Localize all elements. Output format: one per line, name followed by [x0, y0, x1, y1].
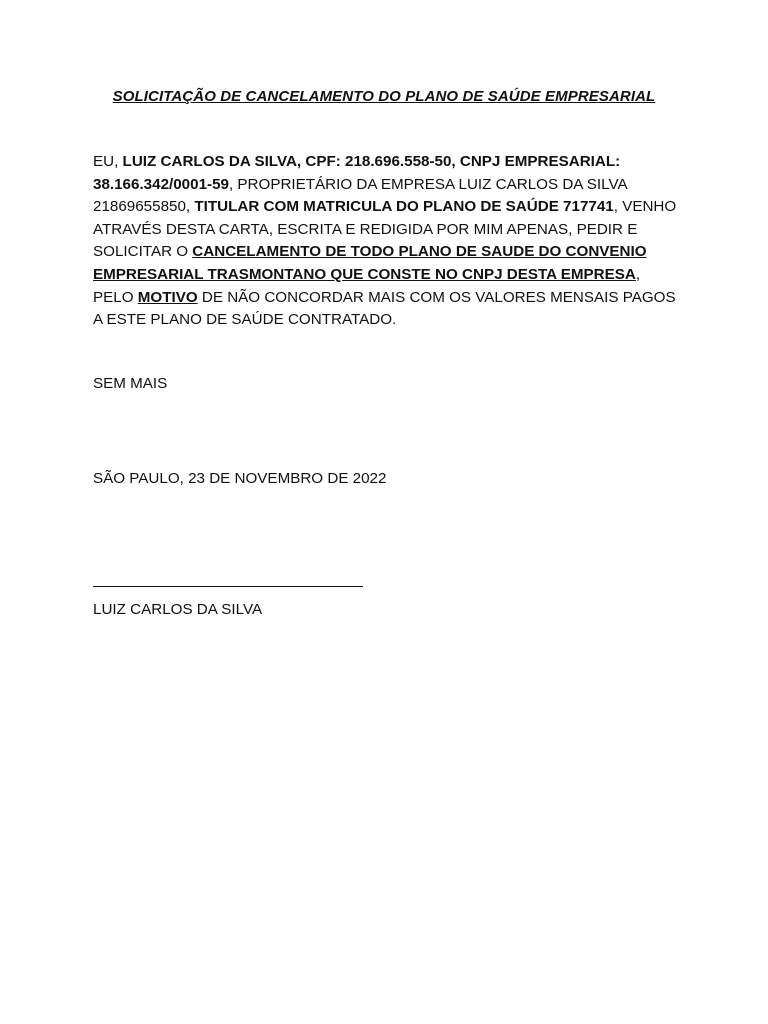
signature-line: [93, 586, 363, 587]
signer-name: LUIZ CARLOS DA SILVA: [93, 601, 263, 618]
request-paragraph: [93, 151, 681, 332]
paragraph-reason: DE NÃO CONCORDAR MAIS COM OS VALORES MENSAIS PAGOS A ESTE PLANO DE SAÚDE CONTRATADO.: [93, 288, 676, 329]
paragraph-cancellation: CANCELAMENTO DE TODO PLANO DE SAUDE DO CONVENIO EMPRESARIAL TRASMONTANO QUE CONSTE NO CNPJ DESTA EMPRESA: [93, 243, 647, 283]
paragraph-reason-lead: , PELO: [93, 265, 641, 306]
paragraph-request: , VENHO ATRAVÉS DESTA CARTA, ESCRITA E REDIGIDA POR MIM APENAS, PEDIR E SOLICITAR O: [93, 198, 677, 261]
paragraph-reason-keyword: MOTIVO: [137, 288, 198, 306]
paragraph-owner: , PROPRIETÁRIO DA EMPRESA LUIZ CARLOS DA SILVA 21869655850,: [93, 175, 627, 216]
document-title: SOLICITAÇÃO DE CANCELAMENTO DO PLANO DE SAÚDE EMPRESARIAL: [112, 88, 656, 105]
closing-text: SEM MAIS: [93, 375, 168, 392]
place-date: SÃO PAULO, 23 DE NOVEMBRO DE 2022: [93, 470, 387, 487]
paragraph-identification: LUIZ CARLOS DA SILVA, CPF: 218.696.558-50, CNPJ EMPRESARIAL: 38.166.342/0001-59: [93, 153, 621, 193]
paragraph-plan-holder: TITULAR COM MATRICULA DO PLANO DE SAÚDE 717741: [194, 198, 614, 216]
paragraph-intro: EU,: [93, 153, 123, 170]
